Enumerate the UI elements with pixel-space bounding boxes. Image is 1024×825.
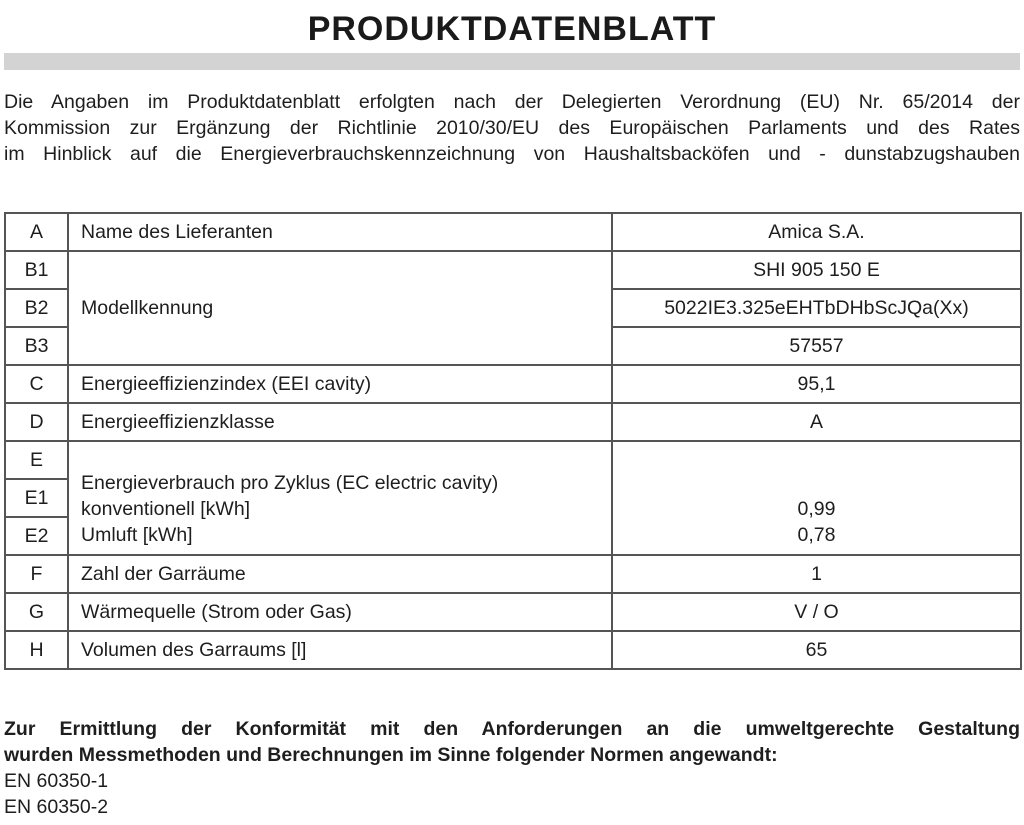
table-row	[5, 555, 1021, 593]
conformity-statement	[4, 716, 1020, 768]
row-code: D	[5, 403, 68, 441]
row-code: B3	[5, 327, 68, 365]
row-value: V / O	[612, 593, 1021, 631]
norm-item: EN 60350-2	[4, 796, 109, 818]
row-value: 5022IE3.325eEHTbDHbScJQa(Xx)	[612, 289, 1021, 327]
energy-consumption-label-cell	[68, 441, 612, 555]
statement-line: Zur Ermittlung der Konformität mit den Anforderungen an die umweltgerechte Gestaltung	[4, 718, 1020, 740]
intro-line: Die Angaben im Produktdatenblatt erfolgten nach der Delegierten Verordnung (EU) Nr. 65/2014 der	[4, 91, 1020, 113]
row-value: 0,78	[797, 524, 836, 546]
row-value: Amica S.A.	[612, 213, 1021, 251]
row-value: 1	[612, 555, 1021, 593]
row-value: A	[612, 403, 1021, 441]
row-code: E2	[5, 517, 68, 555]
row-code: A	[5, 213, 68, 251]
row-label: Name des Lieferanten	[68, 213, 612, 251]
table-row	[5, 213, 1021, 251]
table-row	[5, 631, 1021, 669]
row-sublabel: konventionell [kWh]	[81, 498, 251, 520]
row-code: G	[5, 593, 68, 631]
page-title: PRODUKTDATENBLATT	[307, 10, 717, 48]
title-divider-bar	[4, 53, 1020, 70]
intro-line: Kommission zur Ergänzung der Richtlinie 2010/30/EU des Europäischen Parlaments und des Rates	[4, 117, 1020, 139]
intro-paragraph	[4, 89, 1020, 167]
norm-item: EN 60350-1	[4, 770, 109, 792]
row-code: C	[5, 365, 68, 403]
row-value: 95,1	[612, 365, 1021, 403]
row-label: Wärmequelle (Strom oder Gas)	[68, 593, 612, 631]
table-row	[5, 441, 1021, 479]
row-label: Energieeffizienzklasse	[68, 403, 612, 441]
row-code: B1	[5, 251, 68, 289]
table-row	[5, 365, 1021, 403]
row-sublabel: Umluft [kWh]	[81, 524, 193, 546]
row-label: Modellkennung	[68, 251, 612, 365]
intro-line: im Hinblick auf die Energieverbrauchskennzeichnung von Haushaltsbacköfen und - dunstabzugshauben	[4, 143, 1020, 165]
row-code: F	[5, 555, 68, 593]
product-data-table	[4, 212, 1022, 670]
energy-consumption-value-cell	[612, 441, 1021, 555]
row-code: B2	[5, 289, 68, 327]
conformity-note	[4, 716, 1020, 820]
row-code: E	[5, 441, 68, 479]
row-value: 0,99	[797, 498, 836, 520]
row-value: 65	[612, 631, 1021, 669]
row-value: SHI 905 150 E	[612, 251, 1021, 289]
row-label: Energieeffizienzindex (EEI cavity)	[68, 365, 612, 403]
table-row	[5, 593, 1021, 631]
statement-line: wurden Messmethoden und Berechnungen im Sinne folgender Normen angewandt:	[4, 744, 778, 766]
row-label: Volumen des Garraums [l]	[68, 631, 612, 669]
row-label: Zahl der Garräume	[68, 555, 612, 593]
table-row	[5, 251, 1021, 289]
row-label: Energieverbrauch pro Zyklus (EC electric cavity)	[81, 472, 499, 494]
table-row	[5, 403, 1021, 441]
row-value: 57557	[612, 327, 1021, 365]
row-code: H	[5, 631, 68, 669]
row-code: E1	[5, 479, 68, 517]
